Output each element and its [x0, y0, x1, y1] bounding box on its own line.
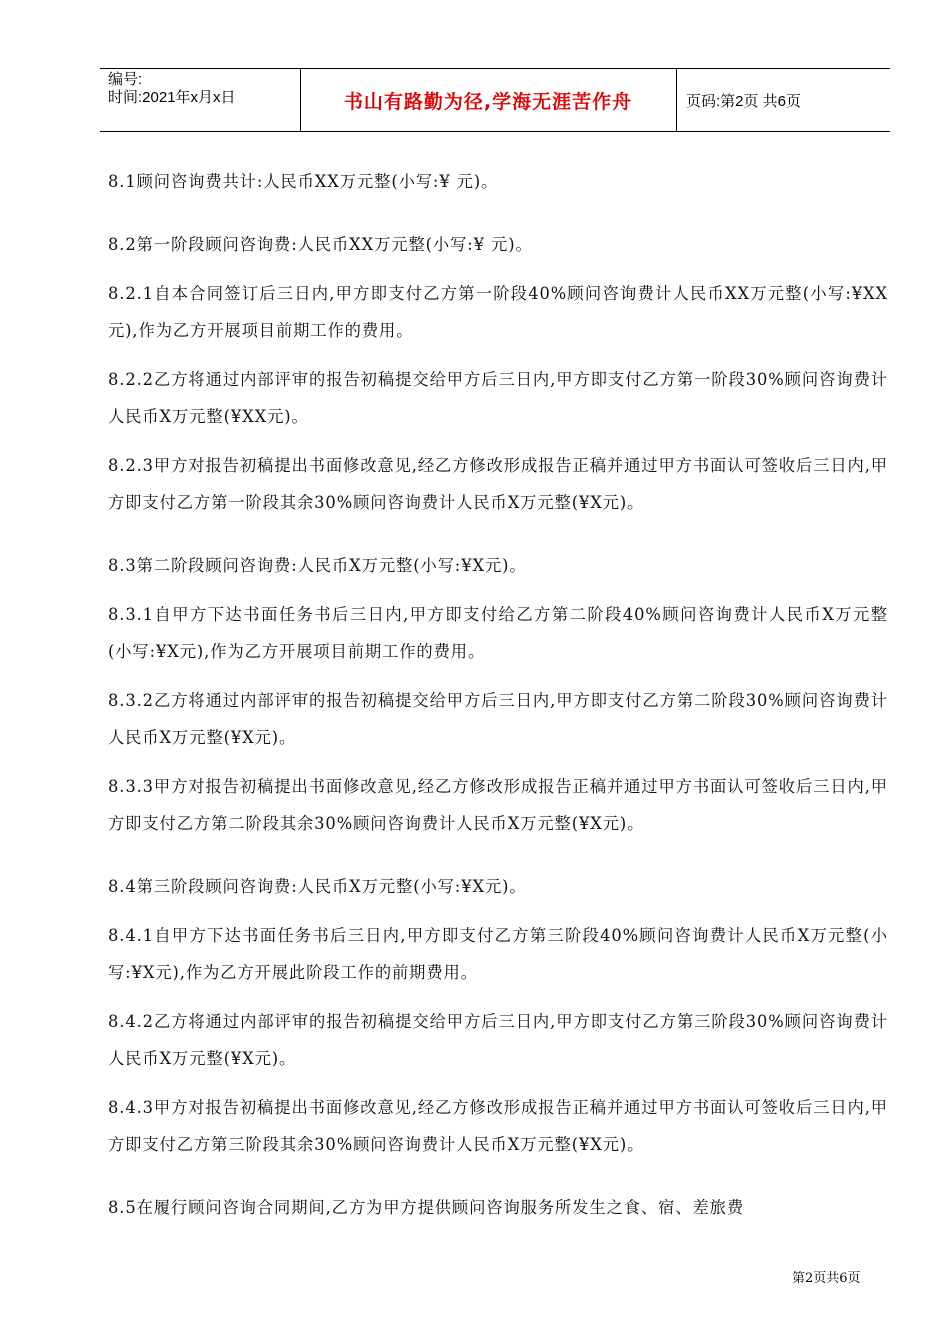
clause-8-2: 8.2第一阶段顾问咨询费:人民币XX万元整(小写:¥ 元)。: [108, 235, 533, 254]
page-header: [100, 68, 890, 132]
document-date: 时间:2021年x月x日: [108, 89, 236, 106]
document-body: [108, 163, 888, 1238]
clause-8-2-1: 8.2.1自本合同签订后三日内,甲方即支付乙方第一阶段40%顾问咨询费计人民币XX万元整(小写:¥XX元),作为乙方开展项目前期工作的费用。: [108, 284, 888, 340]
clause-8-3-2: 8.3.2乙方将通过内部评审的报告初稿提交给甲方后三日内,甲方即支付乙方第二阶段30%顾问咨询费计人民币X万元整(¥X元)。: [108, 691, 888, 747]
header-divider: [300, 69, 301, 131]
clause-8-3: 8.3第二阶段顾问咨询费:人民币X万元整(小写:¥X元)。: [108, 556, 527, 575]
page-footer: 第2页共6页: [792, 1271, 861, 1286]
clause-8-4-2: 8.4.2乙方将通过内部评审的报告初稿提交给甲方后三日内,甲方即支付乙方第三阶段30%顾问咨询费计人民币X万元整(¥X元)。: [108, 1012, 888, 1068]
header-divider: [676, 69, 677, 131]
clause-8-2-2: 8.2.2乙方将通过内部评审的报告初稿提交给甲方后三日内,甲方即支付乙方第一阶段30%顾问咨询费计人民币X万元整(¥XX元)。: [108, 370, 888, 426]
clause-8-2-3: 8.2.3甲方对报告初稿提出书面修改意见,经乙方修改形成报告正稿并通过甲方书面认可签收后三日内,甲方即支付乙方第一阶段其余30%顾问咨询费计人民币X万元整(¥X元)。: [108, 456, 888, 512]
document-number-label: 编号:: [108, 71, 143, 88]
clause-8-4: 8.4第三阶段顾问咨询费:人民币X万元整(小写:¥X元)。: [108, 877, 527, 896]
header-meta: [108, 69, 298, 131]
clause-8-4-1: 8.4.1自甲方下达书面任务书后三日内,甲方即支付乙方第三阶段40%顾问咨询费计人民币X万元整(小写:¥X元),作为乙方开展此阶段工作的前期费用。: [108, 926, 888, 982]
clause-8-1: 8.1顾问咨询费共计:人民币XX万元整(小写:¥ 元)。: [108, 172, 499, 191]
header-page-info: 页码:第2页 共6页: [686, 92, 802, 110]
clause-8-5: 8.5在履行顾问咨询合同期间,乙方为甲方提供顾问咨询服务所发生之食、宿、差旅费: [108, 1198, 745, 1217]
clause-8-3-3: 8.3.3甲方对报告初稿提出书面修改意见,经乙方修改形成报告正稿并通过甲方书面认可签收后三日内,甲方即支付乙方第二阶段其余30%顾问咨询费计人民币X万元整(¥X元)。: [108, 777, 888, 833]
header-motto: 书山有路勤为径,学海无涯苦作舟: [343, 90, 633, 113]
clause-8-3-1: 8.3.1自甲方下达书面任务书后三日内,甲方即支付给乙方第二阶段40%顾问咨询费计人民币X万元整(小写:¥X元),作为乙方开展项目前期工作的费用。: [108, 605, 888, 661]
clause-8-4-3: 8.4.3甲方对报告初稿提出书面修改意见,经乙方修改形成报告正稿并通过甲方书面认可签收后三日内,甲方即支付乙方第三阶段其余30%顾问咨询费计人民币X万元整(¥X元)。: [108, 1098, 888, 1154]
